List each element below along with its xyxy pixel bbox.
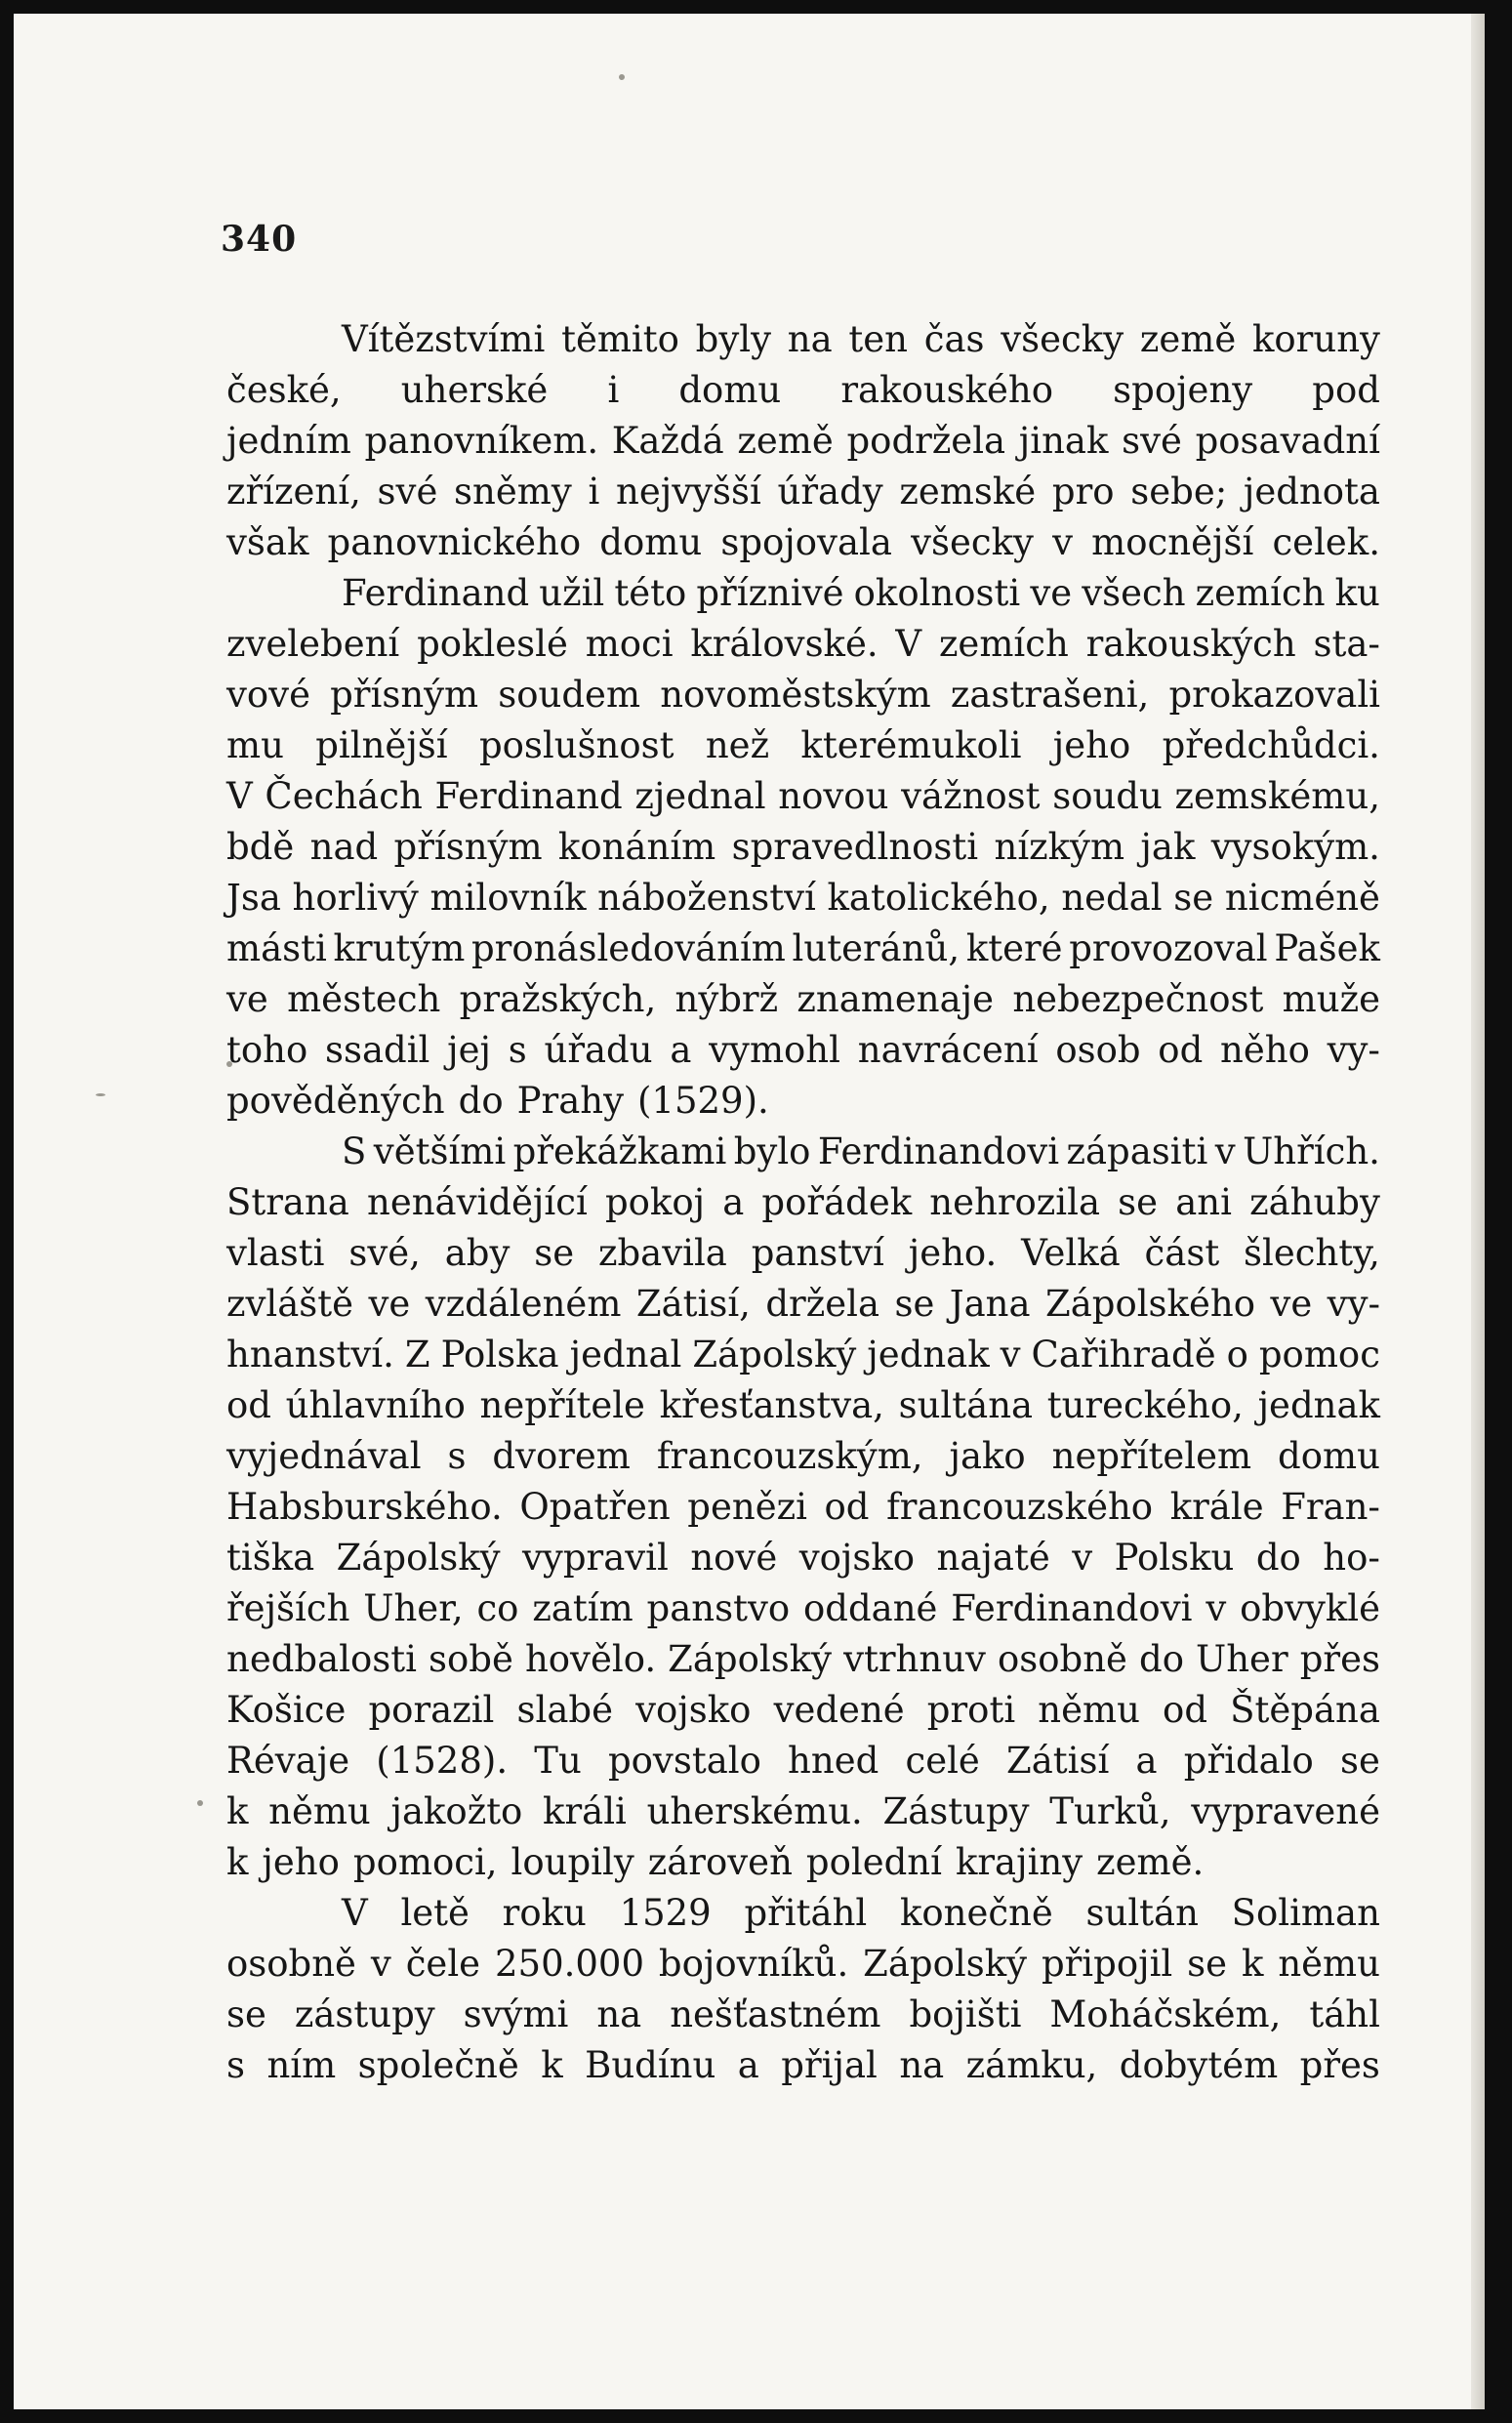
text-line: se zástupy svými na nešťastném bojišti Moháčském, táhl: [226, 1993, 1380, 2035]
text-line: Habsburského. Opatřen penězi od francouzského krále Fran-: [226, 1486, 1380, 1528]
text-line: hnanství. Z Polska jednal Zápolský jednak v Cařihradě o pomoc: [226, 1334, 1380, 1376]
text-line: však panovnického domu spojovala všecky v mocnější celek.: [226, 521, 1380, 563]
paper-speck: [619, 74, 625, 80]
paper-speck: [197, 1800, 203, 1806]
text-line: Ferdinand užil této příznivé okolnosti ve všech zemích ku: [342, 572, 1380, 614]
text-line: vové přísným soudem novoměstským zastrašeni, prokazovali: [226, 674, 1380, 716]
text-line: zřízení, své sněmy i nejvyšší úřady zemské pro sebe; jednota: [226, 471, 1380, 513]
text-line: k němu jakožto králi uherskému. Zástupy Turků, vypravené: [226, 1790, 1380, 1832]
body-text: [226, 314, 1380, 2091]
text-line: vlasti své, aby se zbavila panství jeho. Velká část šlechty,: [226, 1232, 1380, 1274]
text-line: české, uherské i domu rakouského spojeny pod: [226, 369, 1380, 411]
text-line: mu pilnější poslušnost než kterémukoli jeho předchůdci.: [226, 724, 1380, 766]
text-line: s ním společně k Budínu a přijal na zámku, dobytém přes: [226, 2044, 1380, 2086]
text-line: toho ssadil jej s úřadu a vymohl navrácení osob od něho vy-: [226, 1029, 1380, 1071]
text-line: másti krutým pronásledováním luteránů, které provozoval Pašek: [226, 927, 1380, 969]
text-line: Vítězstvími těmito byly na ten čas všecky země koruny: [342, 318, 1380, 360]
text-line: k jeho pomoci, loupily zároveň polední krajiny země.: [226, 1841, 1205, 1883]
book-page: [14, 14, 1485, 2409]
text-line: tiška Zápolský vypravil nové vojsko najaté v Polsku do ho-: [226, 1537, 1380, 1579]
text-line: ve městech pražských, nýbrž znamenaje nebezpečnost muže: [226, 978, 1380, 1020]
text-line: V letě roku 1529 přitáhl konečně sultán Soliman: [342, 1892, 1380, 1934]
page-number: 340: [221, 219, 298, 260]
text-line: bdě nad přísným konáním spravedlnosti nízkým jak vysokým.: [226, 826, 1380, 868]
text-line: jedním panovníkem. Každá země podržela jinak své posavadní: [226, 420, 1380, 462]
text-line: zvláště ve vzdáleném Zátisí, držela se Jana Zápolského ve vy-: [226, 1283, 1380, 1325]
text-line: od úhlavního nepřítele křesťanstva, sultána tureckého, jednak: [226, 1384, 1380, 1426]
text-line: zvelebení pokleslé moci královské. V zemích rakouských sta-: [226, 623, 1380, 665]
text-line: Strana nenávidějící pokoj a pořádek nehrozila se ani záhuby: [226, 1181, 1380, 1223]
text-line: nedbalosti sobě hovělo. Zápolský vtrhnuv osobně do Uher přes: [226, 1638, 1380, 1680]
paper-speck: [96, 1093, 105, 1096]
text-line: S většími překážkami bylo Ferdinandovi zápasiti v Uhřích.: [342, 1130, 1380, 1172]
text-line: pověděných do Prahy (1529).: [226, 1080, 769, 1122]
text-line: V Čechách Ferdinand zjednal novou vážnost soudu zemskému,: [226, 775, 1380, 817]
text-line: Révaje (1528). Tu povstalo hned celé Zátisí a přidalo se: [226, 1740, 1380, 1782]
text-line: Košice porazil slabé vojsko vedené proti němu od Štěpána: [226, 1689, 1380, 1731]
text-line: Jsa horlivý milovník náboženství katolického, nedal se nicméně: [226, 877, 1380, 919]
text-line: řejších Uher, co zatím panstvo oddané Ferdinandovi v obvyklé: [226, 1587, 1380, 1629]
text-line: osobně v čele 250.000 bojovníků. Zápolský připojil se k němu: [226, 1943, 1380, 1985]
page-edge-shadow: [1471, 14, 1485, 2409]
text-line: vyjednával s dvorem francouzským, jako nepřítelem domu: [226, 1435, 1380, 1477]
